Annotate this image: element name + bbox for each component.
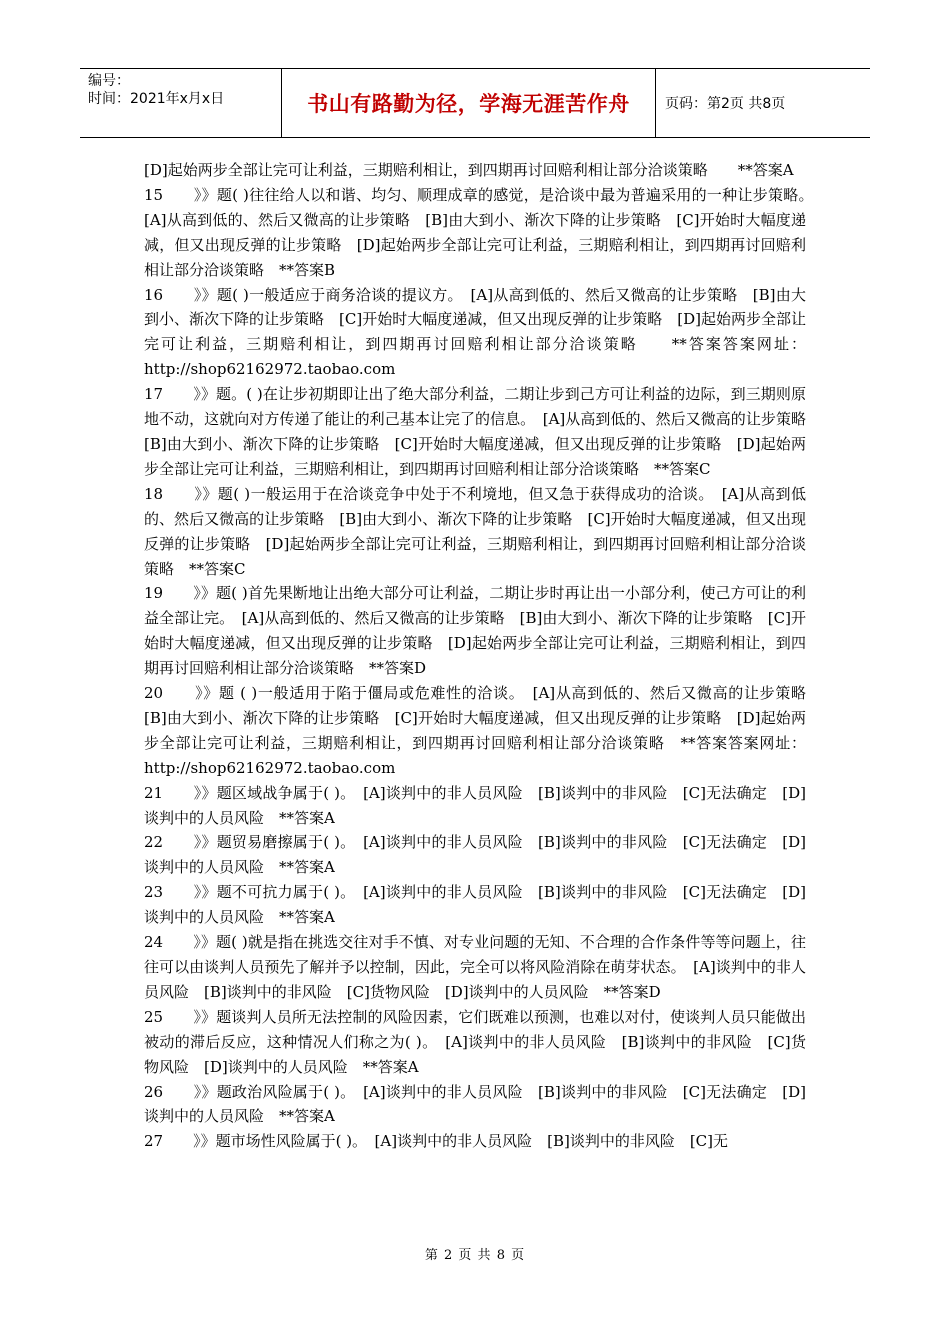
question-25: 25 》》题谈判人员所无法控制的风险因素，它们既难以预测，也难以对付，使谈判人员只能做出被动的滞后反应，这种情况人们称之为( )。 [A]谈判中的非人员风险 [B]谈判中的非风险 [C]货物风险 [D]谈判中的人员风险 **答案A: [144, 1007, 806, 1076]
header-meta: [80, 69, 282, 137]
question-20: 20 》》题 ( )一般适用于陷于僵局或危难性的洽谈。 [A]从高到低的、然后又微高的让步策略 [B]由大到小、渐次下降的让步策略 [C]开始时大幅度递减，但又出现反弹的让步策略 [D]起始两步全部让完可让利益，三期赔利相让，到四期再讨回赔利相让部分洽谈策略 **答案答案网址：http://shop62162972.taobao.com: [144, 684, 822, 777]
paragraph: [D]起始两步全部让完可让利益，三期赔利相让，到四期再讨回赔利相让部分洽谈策略 **答案A: [144, 161, 794, 179]
question-16: 16 》》题( )一般适应于商务洽谈的提议方。 [A]从高到低的、然后又微高的让步策略 [B]由大到小、渐次下降的让步策略 [C]开始时大幅度递减，但又出现反弹的让步策略 [D]起始两步全部让完可让利益，三期赔利相让，到四期再讨回赔利相让部分洽谈策略 **答案答案网址：http://shop62162972.taobao.com: [144, 285, 806, 379]
question-17: 17 》》题。( )在让步初期即让出了绝大部分利益，二期让步到己方可让利益的边际，到三期则原地不动，这就向对方传递了能让的利己基本让完了的信息。 [A]从高到低的、然后又微高的让步策略 [B]由大到小、渐次下降的让步策略 [C]开始时大幅度递减，但又出现反弹的让步策略 [D]起始两步全部让完可让利益，三期赔利相让，到四期再讨回赔利相让部分洽谈策略 **答案C: [144, 385, 822, 478]
question-18: 18 》》题( )一般运用于在洽谈竞争中处于不利境地，但又急于获得成功的洽谈。 [A]从高到低的、然后又微高的让步策略 [B]由大到小、渐次下降的让步策略 [C]开始时大幅度递减，但又出现反弹的让步策略 [D]起始两步全部让完可让利益，三期赔利相让，到四期再讨回赔利相让部分洽谈策略 **答案C: [144, 484, 806, 578]
page-header: [80, 68, 870, 138]
question-24: 24 》》题( )就是指在挑选交往对手不慎、对专业问题的无知、不合理的合作条件等等问题上，往往可以由谈判人员预先了解并予以控制，因此，完全可以将风险消除在萌芽状态。 [A]谈判中的非人员风险 [B]谈判中的非风险 [C]货物风险 [D]谈判中的人员风险 **答案D: [144, 933, 806, 1001]
question-26: 26 》》题政治风险属于( )。 [A]谈判中的非人员风险 [B]谈判中的非风险 [C]无法确定 [D]谈判中的人员风险 **答案A: [144, 1082, 806, 1126]
document-number-label: 编号：: [88, 73, 130, 89]
header-motto: 书山有路勤为径，学海无涯苦作舟: [282, 69, 656, 137]
question-23: 23 》》题不可抗力属于( )。 [A]谈判中的非人员风险 [B]谈判中的非风险 [C]无法确定 [D]谈判中的人员风险 **答案A: [144, 883, 806, 927]
document-date-label: 时间：2021年x月x日: [88, 91, 225, 107]
question-27: 27 》》题市场性风险属于( )。 [A]谈判中的非人员风险 [B]谈判中的非风险 [C]无: [144, 1132, 729, 1151]
question-19: 19 》》题( )首先果断地让出绝大部分可让利益，二期让步时再让出一小部分利，使己方可让的利益全部让完。 [A]从高到低的、然后又微高的让步策略 [B]由大到小、渐次下降的让步策略 [C]开始时大幅度递减，但又出现反弹的让步策略 [D]起始两步全部让完可让利益，三期赔利相让，到四期再讨回赔利相让部分洽谈策略 **答案D: [144, 584, 806, 678]
question-21: 21 》》题区域战争属于( )。 [A]谈判中的非人员风险 [B]谈判中的非风险 [C]无法确定 [D]谈判中的人员风险 **答案A: [144, 783, 806, 827]
document-body: [144, 158, 822, 1154]
header-page-number: 页码：第2页 共8页: [665, 96, 786, 112]
question-15: 15 》》题( )往往给人以和谐、均匀、顺理成章的感觉，是洽谈中最为普遍采用的一种让步策略。 [A]从高到低的、然后又微高的让步策略 [B]由大到小、渐次下降的让步策略 [C]开始时大幅度递减，但又出现反弹的让步策略 [D]起始两步全部让完可让利益，三期赔利相让，到四期再讨回赔利相让部分洽谈策略 **答案B: [144, 185, 822, 279]
question-22: 22 》》题贸易磨擦属于( )。 [A]谈判中的非人员风险 [B]谈判中的非风险 [C]无法确定 [D]谈判中的人员风险 **答案A: [144, 833, 806, 877]
page-footer: 第 2 页 共 8 页: [424, 1248, 526, 1263]
